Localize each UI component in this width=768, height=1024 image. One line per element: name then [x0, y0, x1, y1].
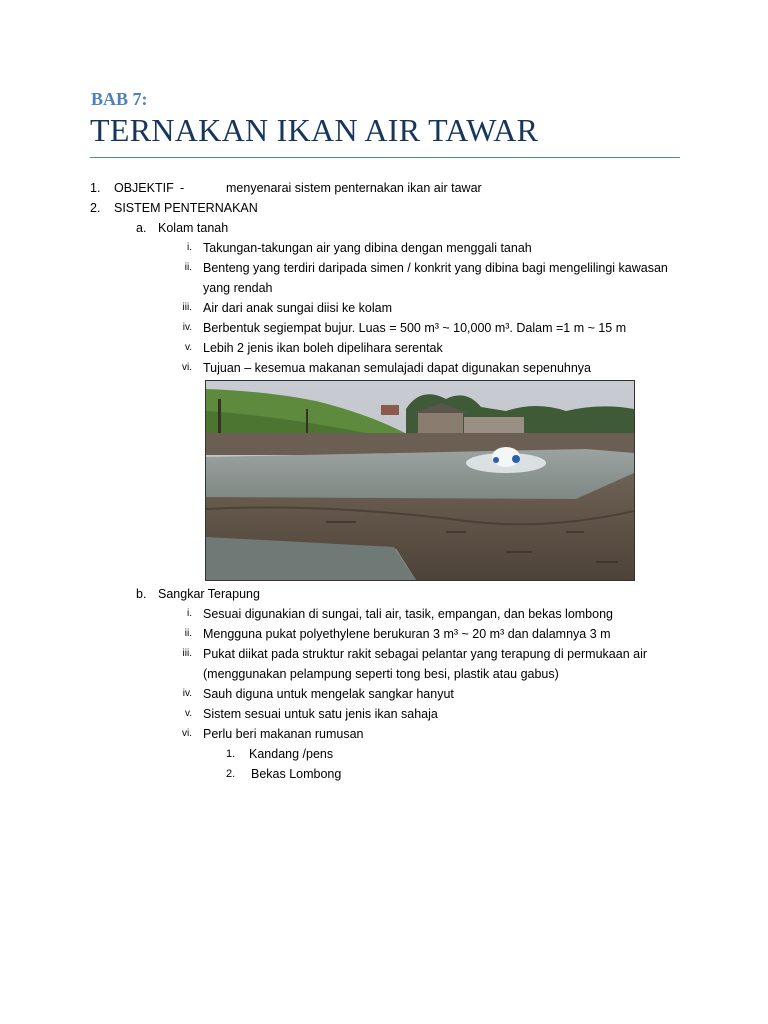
point-number: iv. — [182, 688, 192, 699]
objektif-dash: - — [180, 181, 185, 195]
kolam-point: Tujuan – kesemua makanan semulajadi dapat digunakan sepenuhnya — [203, 361, 592, 375]
point-number: v. — [184, 342, 192, 353]
point-number: i. — [187, 242, 192, 253]
kolam-label: Kolam tanah — [158, 221, 229, 235]
sangkar-point: Mengguna pukat polyethylene berukuran 3 m³ ~ 20 m³ dan dalamnya 3 m — [203, 627, 611, 641]
kolam-point: Berbentuk segiempat bujur. Luas = 500 m³ ~ 10,000 m³. Dalam =1 m ~ 15 m — [203, 321, 627, 335]
point-number: ii. — [184, 262, 192, 273]
sangkar-point: Sistem sesuai untuk satu jenis ikan sahaja — [203, 707, 438, 721]
page-title: TERNAKAN IKAN AIR TAWAR — [90, 112, 539, 148]
kolam-point: Takungan-takungan air yang dibina dengan menggali tanah — [203, 241, 532, 255]
point-number: vi. — [182, 362, 192, 373]
objektif-text: menyenarai sistem penternakan ikan air tawar — [226, 181, 482, 195]
sistem-label: SISTEM PENTERNAKAN — [114, 201, 258, 215]
kolam-point: Air dari anak sungai diisi ke kolam — [203, 301, 392, 315]
sangkar-point: Sesuai digunakian di sungai, tali air, tasik, empangan, dan bekas lombong — [203, 607, 613, 621]
chapter-heading: BAB 7: — [91, 89, 148, 109]
sangkar-point: Sauh diguna untuk mengelak sangkar hanyut — [203, 687, 454, 701]
section-letter: b. — [136, 587, 147, 601]
sub-number: 1. — [226, 748, 236, 760]
point-number: v. — [184, 708, 192, 719]
sub-number: 2. — [226, 768, 236, 780]
item-number: 2. — [90, 201, 101, 215]
point-number: iii. — [182, 302, 192, 313]
sangkar-subpoint: Bekas Lombong — [251, 767, 342, 781]
sangkar-point: Pukat diikat pada struktur rakit sebagai pelantar yang terapung di permukaan air — [203, 647, 648, 661]
kolam-point: Lebih 2 jenis ikan boleh dipelihara serentak — [203, 341, 443, 355]
section-letter: a. — [136, 221, 147, 235]
kolam-point: Benteng yang terdiri daripada simen / konkrit yang dibina bagi mengelilingi kawasan — [203, 261, 668, 275]
kolam-point-continuation: yang rendah — [203, 281, 273, 295]
objektif-label: OBJEKTIF — [114, 181, 174, 195]
sangkar-label: Sangkar Terapung — [158, 587, 260, 601]
point-number: ii. — [184, 628, 192, 639]
title-divider — [90, 157, 680, 158]
point-number: iv. — [182, 322, 192, 333]
fish-pond-photo — [205, 380, 635, 581]
sangkar-point-continuation: (menggunakan pelampung seperti tong besi, plastik atau gabus) — [203, 667, 559, 681]
sangkar-point: Perlu beri makanan rumusan — [203, 727, 364, 741]
item-number: 1. — [90, 181, 101, 195]
sangkar-subpoint: Kandang /pens — [249, 747, 334, 761]
point-number: i. — [187, 608, 192, 619]
point-number: iii. — [182, 648, 192, 659]
point-number: vi. — [182, 728, 192, 739]
